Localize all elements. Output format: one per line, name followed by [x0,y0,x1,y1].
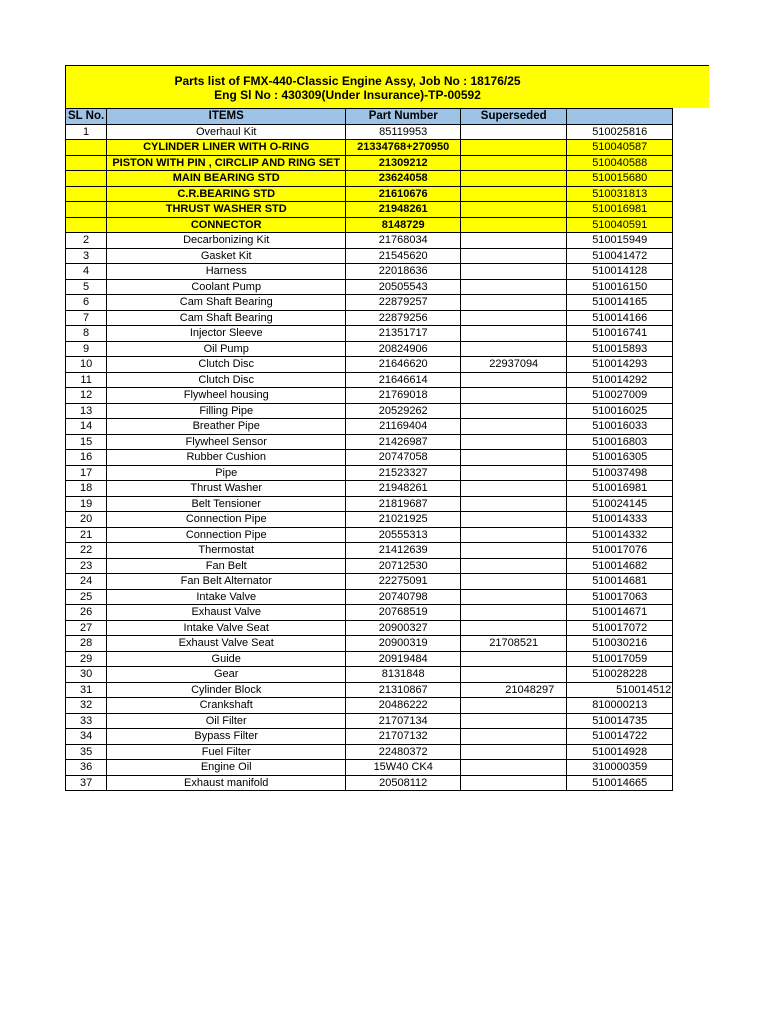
part-number-cell: 20900327 [346,620,461,636]
superseded-cell [461,543,567,559]
header-sl-no: SL No. [66,109,107,125]
ref-number-cell: 510014735 [567,713,673,729]
item-cell: Thrust Washer [107,481,346,497]
table-row [66,341,673,357]
superseded-cell [461,264,567,280]
table-row [66,171,673,187]
sl-cell: 8 [66,326,107,342]
sl-cell: 32 [66,698,107,714]
sl-cell: 27 [66,620,107,636]
part-number-cell: 20919484 [346,651,461,667]
table-row [66,434,673,450]
sl-cell [66,202,107,218]
ref-number-cell: 510037498 [567,465,673,481]
table-row [66,729,673,745]
part-number-cell: 20740798 [346,589,461,605]
table-header-row [66,109,673,125]
superseded-cell: 22937094 [461,357,567,373]
sl-cell: 4 [66,264,107,280]
table-row [66,465,673,481]
ref-number-cell: 510017076 [567,543,673,559]
superseded-cell [461,574,567,590]
ref-number-cell: 510014681 [567,574,673,590]
ref-number-cell: 510016981 [567,481,673,497]
ref-number-cell: 510014682 [567,558,673,574]
superseded-cell [461,310,567,326]
item-cell: Fan Belt Alternator [107,574,346,590]
table-row [66,248,673,264]
header-superseded: Superseded [461,109,567,125]
item-cell: Injector Sleeve [107,326,346,342]
part-number-cell: 20555313 [346,527,461,543]
part-number-cell: 20768519 [346,605,461,621]
superseded-cell [461,744,567,760]
item-cell: Filling Pipe [107,403,346,419]
sl-cell: 6 [66,295,107,311]
part-number-cell: 21426987 [346,434,461,450]
sl-cell: 9 [66,341,107,357]
ref-number-cell: 510014671 [567,605,673,621]
part-number-cell: 21819687 [346,496,461,512]
ref-number-cell: 310000359 [567,760,673,776]
ref-number-cell: 510016150 [567,279,673,295]
part-number-cell: 21523327 [346,465,461,481]
ref-number-cell: 510014928 [567,744,673,760]
sl-cell: 23 [66,558,107,574]
title-banner [65,65,709,108]
table-row [66,589,673,605]
ref-number-cell: 510024145 [567,496,673,512]
sl-cell: 22 [66,543,107,559]
item-cell: MAIN BEARING STD [107,171,346,187]
item-cell: Exhaust Valve [107,605,346,621]
table-row [66,310,673,326]
sl-cell [66,186,107,202]
parts-table [65,108,673,791]
table-row [66,713,673,729]
ref-number-cell: 510014165 [567,295,673,311]
table-row [66,155,673,171]
superseded-cell [461,202,567,218]
ref-number-cell: 510017063 [567,589,673,605]
item-cell: CYLINDER LINER WITH O-RING [107,140,346,156]
part-number-cell: 20747058 [346,450,461,466]
part-number-cell: 22018636 [346,264,461,280]
sl-cell: 30 [66,667,107,683]
ref-number-cell: 510014665 [567,775,673,791]
superseded-cell [461,605,567,621]
sl-cell: 33 [66,713,107,729]
ref-number-cell: 510030216 [567,636,673,652]
table-row [66,295,673,311]
part-number-cell: 21412639 [346,543,461,559]
part-number-cell: 20712530 [346,558,461,574]
sl-cell: 28 [66,636,107,652]
ref-number-cell: 510016305 [567,450,673,466]
part-number-cell: 22275091 [346,574,461,590]
item-cell: Exhaust manifold [107,775,346,791]
sl-cell: 21 [66,527,107,543]
part-number-cell: 15W40 CK4 [346,760,461,776]
superseded-cell [461,171,567,187]
table-row [66,279,673,295]
superseded-cell [461,372,567,388]
sl-cell: 2 [66,233,107,249]
sl-cell: 17 [66,465,107,481]
item-cell: Overhaul Kit [107,124,346,140]
part-number-cell: 21309212 [346,155,461,171]
table-row [66,481,673,497]
part-number-cell: 8131848 [346,667,461,683]
ref-number-cell: 510014333 [567,512,673,528]
sl-cell: 10 [66,357,107,373]
superseded-cell [461,233,567,249]
item-cell: Clutch Disc [107,372,346,388]
part-number-cell: 21646620 [346,357,461,373]
part-number-cell: 21169404 [346,419,461,435]
superseded-cell [461,140,567,156]
sl-cell: 13 [66,403,107,419]
part-number-cell: 21351717 [346,326,461,342]
sl-cell: 7 [66,310,107,326]
ref-number-cell: 510015680 [567,171,673,187]
item-cell: Clutch Disc [107,357,346,373]
sl-cell: 16 [66,450,107,466]
item-cell: Flywheel Sensor [107,434,346,450]
sl-cell: 14 [66,419,107,435]
sl-cell: 36 [66,760,107,776]
sl-cell: 26 [66,605,107,621]
item-cell: Oil Pump [107,341,346,357]
ref-number-cell: 510031813 [567,186,673,202]
superseded-cell [461,186,567,202]
sl-cell: 29 [66,651,107,667]
item-cell: Gasket Kit [107,248,346,264]
sl-cell: 18 [66,481,107,497]
ref-number-cell: 510015949 [567,233,673,249]
table-body [66,124,673,791]
title-line-2: Eng Sl No : 430309(Under Insurance)-TP-00592 [214,88,481,102]
superseded-cell [461,465,567,481]
item-cell: Intake Valve [107,589,346,605]
superseded-cell [461,388,567,404]
ref-number-cell: 510017059 [567,651,673,667]
item-cell: Thermostat [107,543,346,559]
part-number-cell: 20824906 [346,341,461,357]
table-row [66,527,673,543]
superseded-cell [461,295,567,311]
part-number-cell: 8148729 [346,217,461,233]
table-row [66,202,673,218]
table-row [66,496,673,512]
ref-number-cell: 510016033 [567,419,673,435]
item-cell: Connection Pipe [107,527,346,543]
item-cell: Intake Valve Seat [107,620,346,636]
table-row [66,233,673,249]
table-row [66,651,673,667]
ref-number-cell: 810000213 [567,698,673,714]
superseded-cell [461,419,567,435]
sl-cell: 35 [66,744,107,760]
table-row [66,682,673,698]
part-number-cell: 21948261 [346,202,461,218]
item-cell: Fan Belt [107,558,346,574]
table-row [66,558,673,574]
part-number-cell: 21646614 [346,372,461,388]
sl-cell: 1 [66,124,107,140]
table-row [66,744,673,760]
part-number-cell: 22480372 [346,744,461,760]
superseded-cell [461,760,567,776]
superseded-cell [461,155,567,171]
sl-cell [66,140,107,156]
item-cell: Cam Shaft Bearing [107,295,346,311]
superseded-cell [461,729,567,745]
superseded-cell [461,527,567,543]
item-cell: Guide [107,651,346,667]
table-row [66,326,673,342]
table-row [66,388,673,404]
sl-cell: 12 [66,388,107,404]
superseded-cell [461,496,567,512]
item-cell: Decarbonizing Kit [107,233,346,249]
ref-number-cell: 510028228 [567,667,673,683]
superseded-cell [461,713,567,729]
part-number-cell: 22879256 [346,310,461,326]
table-row [66,186,673,202]
superseded-cell [461,326,567,342]
part-number-cell: 21769018 [346,388,461,404]
part-number-cell: 20508112 [346,775,461,791]
superseded-cell [461,512,567,528]
ref-number-cell: 510014722 [567,729,673,745]
part-number-cell: 21948261 [346,481,461,497]
item-cell: Harness [107,264,346,280]
item-cell: Rubber Cushion [107,450,346,466]
ref-number-cell: 510016981 [567,202,673,218]
sl-cell: 19 [66,496,107,512]
part-number-cell: 22879257 [346,295,461,311]
item-cell: Connection Pipe [107,512,346,528]
ref-number-cell: 510014292 [567,372,673,388]
table-row [66,450,673,466]
part-number-cell: 20505543 [346,279,461,295]
sl-cell: 15 [66,434,107,450]
item-cell: Fuel Filter [107,744,346,760]
sl-cell: 24 [66,574,107,590]
table-row [66,775,673,791]
ref-number-cell: 510016803 [567,434,673,450]
table-row [66,124,673,140]
superseded-cell [461,775,567,791]
item-cell: Bypass Filter [107,729,346,745]
table-row [66,264,673,280]
sl-cell: 31 [66,682,107,698]
table-row [66,217,673,233]
part-number-cell: 21610676 [346,186,461,202]
table-row [66,760,673,776]
item-cell: Flywheel housing [107,388,346,404]
sl-cell: 20 [66,512,107,528]
table-row [66,372,673,388]
part-number-cell: 21768034 [346,233,461,249]
item-cell: Crankshaft [107,698,346,714]
item-cell: CONNECTOR [107,217,346,233]
table-row [66,636,673,652]
superseded-cell [461,248,567,264]
sl-cell: 3 [66,248,107,264]
superseded-cell [461,558,567,574]
item-cell: Pipe [107,465,346,481]
superseded-cell [461,217,567,233]
ref-number-cell: 510017072 [567,620,673,636]
superseded-cell [461,341,567,357]
sl-cell: 11 [66,372,107,388]
table-row [66,620,673,636]
ref-number-cell: 510040588 [567,155,673,171]
superseded-cell [461,403,567,419]
table-row [66,698,673,714]
item-cell: Breather Pipe [107,419,346,435]
part-number-cell: 21545620 [346,248,461,264]
part-number-cell: 20486222 [346,698,461,714]
sl-cell [66,217,107,233]
sl-cell: 34 [66,729,107,745]
superseded-cell: 21048297 [461,682,567,698]
ref-number-cell: 510014166 [567,310,673,326]
superseded-cell [461,434,567,450]
part-number-cell: 21021925 [346,512,461,528]
title-line-1: Parts list of FMX-440-Classic Engine Assy, Job No : 18176/25 [174,74,521,88]
part-number-cell: 20529262 [346,403,461,419]
table-row [66,605,673,621]
header-items: ITEMS [107,109,346,125]
part-number-cell: 85119953 [346,124,461,140]
table-row [66,574,673,590]
superseded-cell [461,589,567,605]
table-row [66,419,673,435]
part-number-cell: 21310867 [346,682,461,698]
table-row [66,403,673,419]
part-number-cell: 21707134 [346,713,461,729]
ref-number-cell: 510040587 [567,140,673,156]
part-number-cell: 20900319 [346,636,461,652]
item-cell: Cylinder Block [107,682,346,698]
table-row [66,140,673,156]
ref-number-cell: 510014332 [567,527,673,543]
superseded-cell [461,481,567,497]
item-cell: Exhaust Valve Seat [107,636,346,652]
ref-number-cell: 510025816 [567,124,673,140]
item-cell: Oil Filter [107,713,346,729]
table-row [66,667,673,683]
superseded-cell [461,667,567,683]
ref-number-cell: 510041472 [567,248,673,264]
ref-number-cell: 510016025 [567,403,673,419]
superseded-cell [461,450,567,466]
table-row [66,512,673,528]
sl-cell [66,171,107,187]
ref-number-cell: 510040591 [567,217,673,233]
item-cell: THRUST WASHER STD [107,202,346,218]
item-cell: Coolant Pump [107,279,346,295]
item-cell: Belt Tensioner [107,496,346,512]
header-ref [567,109,673,125]
item-cell: Gear [107,667,346,683]
ref-number-cell: 510015893 [567,341,673,357]
sl-cell: 37 [66,775,107,791]
superseded-cell [461,698,567,714]
sl-cell [66,155,107,171]
header-part-number: Part Number [346,109,461,125]
part-number-cell: 21334768+270950 [346,140,461,156]
part-number-cell: 21707132 [346,729,461,745]
ref-number-cell: 510014128 [567,264,673,280]
item-cell: PISTON WITH PIN , CIRCLIP AND RING SET [107,155,346,171]
table-row [66,543,673,559]
superseded-cell [461,651,567,667]
ref-number-cell: 510014512 [567,682,673,698]
superseded-cell [461,124,567,140]
item-cell: C.R.BEARING STD [107,186,346,202]
sl-cell: 25 [66,589,107,605]
item-cell: Cam Shaft Bearing [107,310,346,326]
table-row [66,357,673,373]
superseded-cell [461,620,567,636]
superseded-cell [461,279,567,295]
part-number-cell: 23624058 [346,171,461,187]
ref-number-cell: 510027009 [567,388,673,404]
ref-number-cell: 510014293 [567,357,673,373]
sl-cell: 5 [66,279,107,295]
superseded-cell: 21708521 [461,636,567,652]
ref-number-cell: 510016741 [567,326,673,342]
item-cell: Engine Oil [107,760,346,776]
